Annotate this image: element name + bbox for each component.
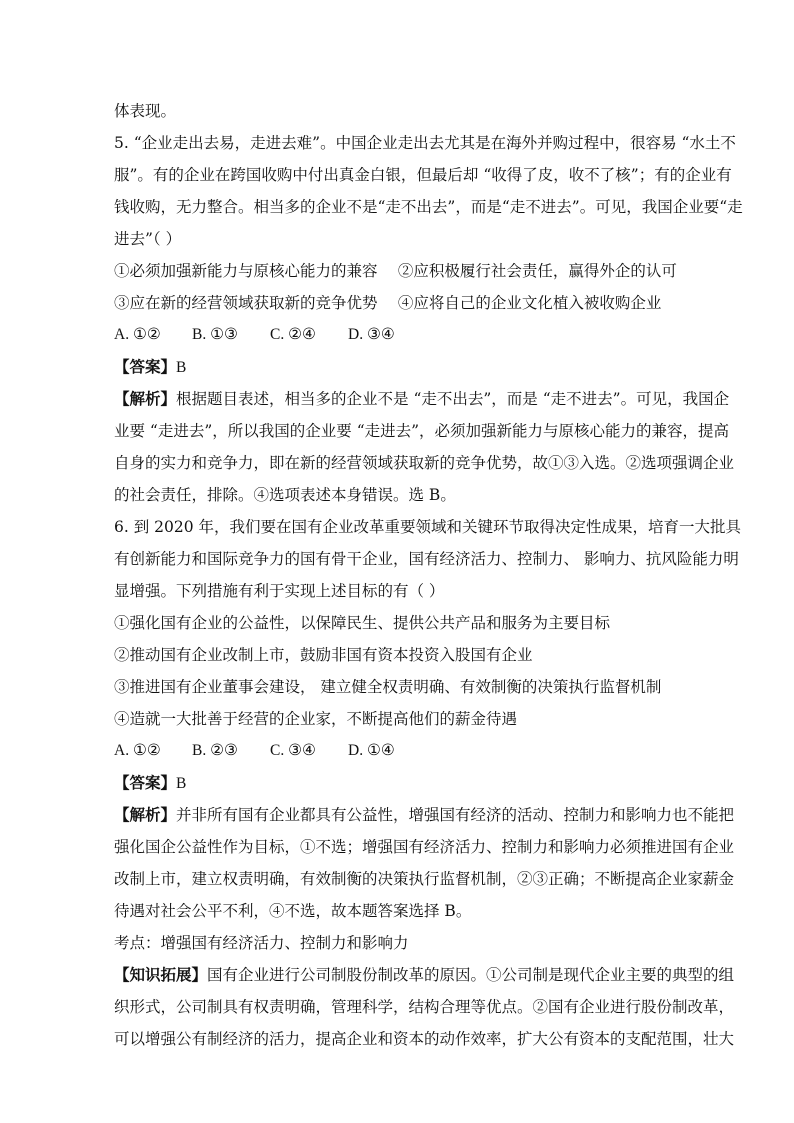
q6-analysis-line-2: 强化国企公益性作为目标，①不选；增强国有经济活力、控制力和影响力必须推进国有企业 bbox=[114, 838, 735, 856]
q5-option-a: A. ①② bbox=[114, 326, 161, 343]
q5-option-b: B. ①③ bbox=[192, 326, 238, 343]
q6-options bbox=[114, 741, 395, 761]
q5-answer bbox=[114, 357, 186, 378]
q6-extension-tag: 【知识拓展】 bbox=[114, 965, 208, 984]
q6-option-a: A. ①② bbox=[114, 742, 161, 759]
q5-analysis-line-3: 自身的实力和竞争力，即在新的经营领域获取新的竞争优势，故①③入选。②选项强调企业 bbox=[114, 454, 735, 472]
q6-item-4: ④造就一大批善于经营的企业家，不断提高他们的薪金待遇 bbox=[114, 710, 518, 728]
q6-option-c: C. ③④ bbox=[270, 742, 316, 759]
q5-option-c: C. ②④ bbox=[270, 326, 316, 343]
previous-question-tail: 体表现。 bbox=[114, 102, 177, 120]
q6-answer bbox=[114, 773, 186, 794]
q6-item-3: ③推进国有企业董事会建设， 建立健全权责明确、有效制衡的决策执行监督机制 bbox=[114, 678, 662, 696]
q5-answer-tag: 【答案】 bbox=[114, 357, 177, 376]
q5-analysis-tag: 【解析】 bbox=[114, 389, 177, 408]
q6-analysis-text-1: 并非所有国有企业都具有公益性，增强国有经济的活动、控制力和影响力也不能把 bbox=[176, 806, 735, 824]
q5-answer-value: B bbox=[176, 359, 187, 376]
q6-extension-line-1 bbox=[114, 965, 734, 985]
q5-stem-line-4: 进去”（ ） bbox=[114, 230, 182, 248]
q5-option-d: D. ③④ bbox=[348, 326, 395, 343]
q5-analysis-line-2: 业要 “走进去”，所以我国的企业要 “走进去”，必须加强新能力与原核心能力的兼容，提高 bbox=[114, 422, 730, 440]
q5-stem-line-1: 5. “企业走出去易，走进去难”。中国企业走出去尤其是在海外并购过程中，很容易 “水土不 bbox=[114, 134, 736, 152]
q6-option-b: B. ②③ bbox=[192, 742, 238, 759]
q6-stem-line-3: 显增强。下列措施有利于实现上述目标的有（ ） bbox=[114, 582, 445, 600]
q6-extension-line-3: 可以增强公有制经济的活力，提高企业和资本的动作效率，扩大公有资本的支配范围，壮大 bbox=[114, 1030, 735, 1048]
q6-answer-value: B bbox=[176, 775, 187, 792]
q6-analysis-tag: 【解析】 bbox=[114, 805, 177, 824]
q6-item-1: ①强化国有企业的公益性，以保障民生、提供公共产品和服务为主要目标 bbox=[114, 614, 611, 632]
q5-analysis-text-1: 根据题目表述，相当多的企业不是 “走不出去”，而是 “走不进去”。可见，我国企 bbox=[176, 390, 730, 408]
q6-stem-line-2: 有创新能力和国际竞争力的国有骨干企业，国有经济活力、控制力、 影响力、抗风险能力明 bbox=[114, 550, 739, 568]
q6-analysis-line-4: 待遇对社会公平不利，④不选，故本题答案选择 B。 bbox=[114, 902, 472, 920]
q5-stem-line-2: 服”。有的企业在跨国收购中付出真金白银，但最后却 “收得了皮，收不了核”；有的企业有 bbox=[114, 166, 732, 184]
q6-extension-text-1: 国有企业进行公司制股份制改革的原因。①公司制是现代企业主要的典型的组 bbox=[207, 966, 735, 984]
q6-kaodian: 考点：增强国有经济活力、控制力和影响力 bbox=[114, 934, 409, 952]
q6-analysis-line-1 bbox=[114, 805, 734, 825]
q5-options bbox=[114, 325, 395, 345]
q6-extension-line-2: 织形式，公司制具有权责明确，管理科学，结构合理等优点。②国有企业进行股份制改革， bbox=[114, 998, 735, 1016]
q6-item-2: ②推动国有企业改制上市，鼓励非国有资本投资入股国有企业 bbox=[114, 646, 533, 664]
q6-analysis-line-3: 改制上市，建立权责明确，有效制衡的决策执行监督机制，②③正确；不断提高企业家薪金 bbox=[114, 870, 735, 888]
q5-item-row-2: ③应在新的经营领域获取新的竞争优势 ④应将自己的企业文化植入被收购企业 bbox=[114, 294, 662, 312]
q5-analysis-line-1 bbox=[114, 389, 729, 409]
q6-stem-line-1: 6. 到 2020 年，我们要在国有企业改革重要领域和关键环节取得决定性成果，培育一大批具 bbox=[114, 518, 742, 536]
q5-stem-line-3: 钱收购，无力整合。相当多的企业不是“走不出去”，而是“走不进去”。可见，我国企业要“走 bbox=[114, 198, 743, 216]
q6-option-d: D. ①④ bbox=[348, 742, 395, 759]
q6-answer-tag: 【答案】 bbox=[114, 773, 177, 792]
q5-item-row-1: ①必须加强新能力与原核心能力的兼容 ②应积极履行社会责任，赢得外企的认可 bbox=[114, 262, 677, 280]
q5-analysis-line-4: 的社会责任，排除。④选项表述本身错误。选 B。 bbox=[114, 486, 456, 504]
